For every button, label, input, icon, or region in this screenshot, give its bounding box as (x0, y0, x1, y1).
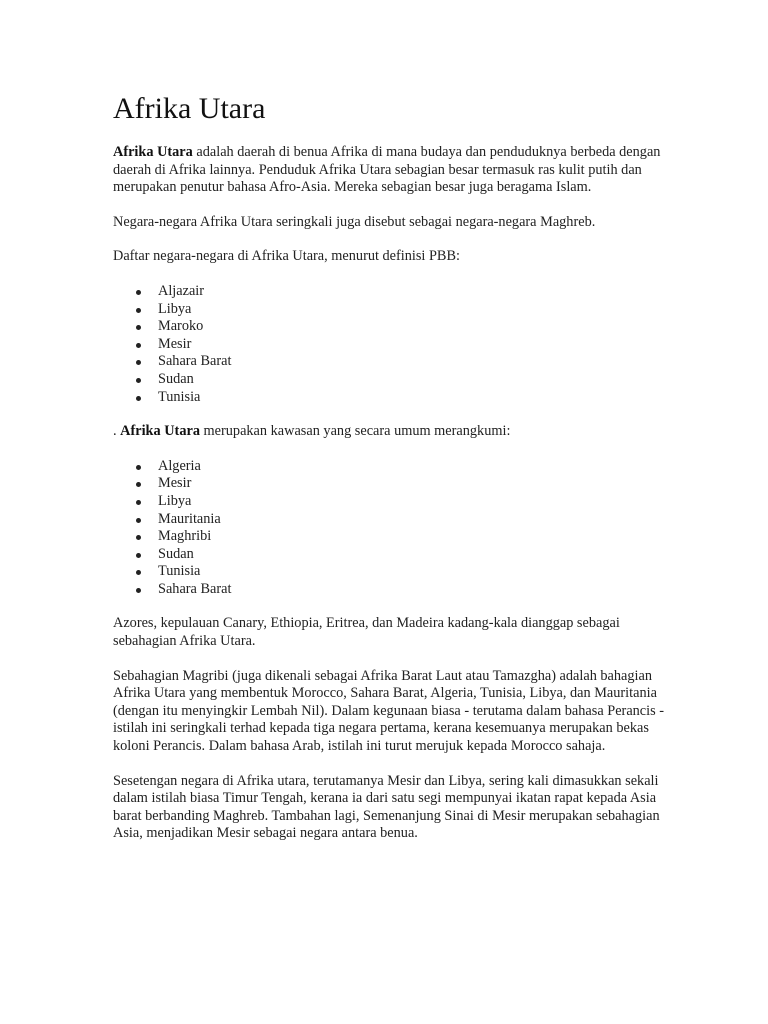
list-item: Algeria (158, 458, 668, 476)
bullet-icon (136, 360, 141, 365)
azores-paragraph: Azores, kepulauan Canary, Ethiopia, Eritrea, dan Madeira kadang-kala dianggap sebagai sebahagian Afrika Utara. (113, 615, 620, 650)
bullet-icon (136, 290, 141, 295)
bullet-icon (136, 570, 141, 575)
list-item: Libya (158, 301, 668, 319)
bullet-icon (136, 465, 141, 470)
list-item: Sudan (158, 371, 668, 389)
region-prefix: . (113, 423, 121, 440)
list-item: Mesir (158, 336, 668, 354)
list-item: Aljazair (158, 283, 668, 301)
list-item: Sahara Barat (158, 353, 668, 371)
bullet-icon (136, 482, 141, 487)
middle-east-paragraph: Sesetengan negara di Afrika utara, terutamanya Mesir dan Libya, sering kali dimasukkan sekali dalam istilah biasa Timur Tengah, kerana ia dari satu segi mempunyai ikatan rapat kepada Asia barat berbanding Maghreb. Tambahan lagi, Semenanjung Sinai di Mesir merupakan sebahagian Asia, menjadikan Mesir sebagai negara antara benua. (113, 772, 660, 842)
bullet-icon (136, 308, 141, 313)
intro-text: adalah daerah di benua Afrika di mana budaya dan penduduknya berbeda dengan daerah di Afrika lainnya. Penduduk Afrika Utara sebagian besar termasuk ras kulit putih dan merupakan penutur bahasa Afro-Asia. Mereka sebagian besar juga beragama Islam. (113, 144, 661, 196)
bullet-icon (136, 588, 141, 593)
intro-paragraph (113, 144, 668, 197)
list-item: Libya (158, 493, 668, 511)
bullet-icon (136, 518, 141, 523)
list-item: Mesir (158, 475, 668, 493)
bullet-icon (136, 325, 141, 330)
bullet-icon (136, 378, 141, 383)
list-item: Sahara Barat (158, 581, 668, 599)
maghreb-paragraph: Negara-negara Afrika Utara seringkali juga disebut sebagai negara-negara Maghreb. (113, 213, 596, 230)
region-bold-term: Afrika Utara (120, 423, 200, 440)
bullet-icon (136, 343, 141, 348)
list-item: Tunisia (158, 389, 668, 407)
magribi-paragraph: Sebahagian Magribi (juga dikenali sebagai Afrika Barat Laut atau Tamazgha) adalah bahagian Afrika Utara yang membentuk Morocco, Sahara Barat, Algeria, Tunisia, Libya, dan Mauritania (dengan itu menyingkir Lembah Nil). Dalam kegunaan biasa - terutama dalam bahasa Perancis - istilah ini seringkali terhad kepada tiga negara pertama, kerana kesemuanya merupakan bekas koloni Perancis. Dalam bahasa Arab, istilah ini turut merujuk kepada Morocco sahaja. (113, 667, 665, 755)
list-item: Maroko (158, 318, 668, 336)
page-title: Afrika Utara (113, 92, 266, 125)
region-paragraph (113, 423, 668, 441)
intro-bold-term: Afrika Utara (113, 144, 193, 160)
un-list-intro: Daftar negara-negara di Afrika Utara, menurut definisi PBB: (113, 248, 460, 265)
region-text: merupakan kawasan yang secara umum merangkumi: (199, 423, 511, 440)
un-country-list (113, 283, 668, 406)
bullet-icon (136, 553, 141, 558)
bullet-icon (136, 500, 141, 505)
list-item: Tunisia (158, 563, 668, 581)
list-item: Maghribi (158, 528, 668, 546)
bullet-icon (136, 535, 141, 540)
list-item: Sudan (158, 546, 668, 564)
list-item: Mauritania (158, 511, 668, 529)
region-country-list (113, 458, 668, 599)
bullet-icon (136, 396, 141, 401)
